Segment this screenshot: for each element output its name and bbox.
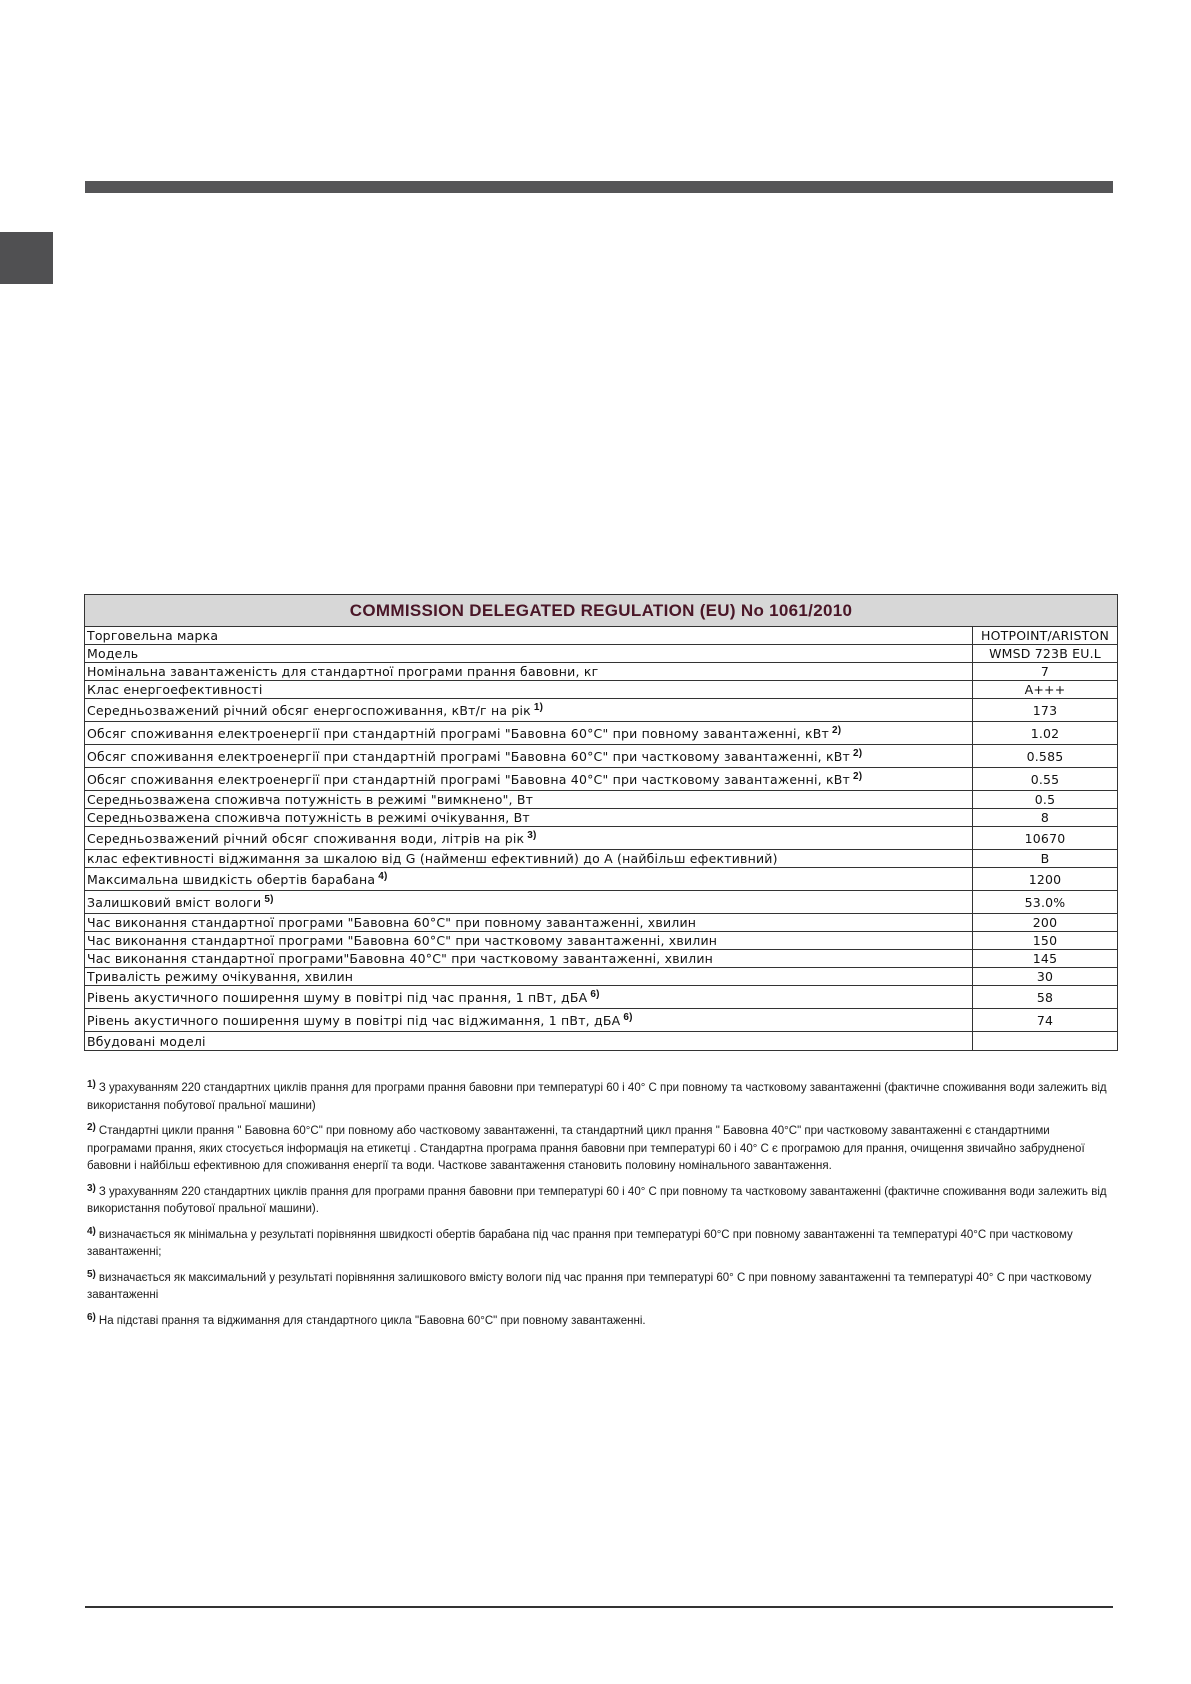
row-value: 8 [973,809,1118,827]
row-label-text: Номінальна завантаженість для стандартної програми прання бавовни, кг [87,664,599,679]
row-label-text: Торговельна марка [87,628,219,643]
footnote-text: На підставі прання та віджимання для стандартного цикла "Бавовна 60°C" при повному завантаженні. [98,1314,646,1327]
row-label [85,932,973,950]
table-row [85,1009,1118,1032]
footnote-text: З урахуванням 220 стандартних циклів прання для програми прання бавовни при температурі 60 і 40° С при повному та частковому завантаженні (фактичне споживання води залежить від використання побутової пральної машини). [87,1185,1107,1215]
table-row [85,699,1118,722]
footnote-mark: 3) [87,1182,96,1194]
table-row [85,768,1118,791]
row-label [85,645,973,663]
row-label [85,827,973,850]
footnote-ref: 1) [533,701,544,713]
footnote-ref: 6) [590,988,600,1000]
table-row [85,950,1118,968]
row-label [85,950,973,968]
row-label-text: Рівень акустичного поширення шуму в повітрі під час прання, 1 пВт, дБА [87,989,588,1005]
row-label [85,809,973,827]
table-row [85,663,1118,681]
row-label-text: Клас енергоефективності [87,682,263,697]
table-row [85,914,1118,932]
row-value: 1200 [973,868,1118,891]
table-row [85,627,1118,645]
row-value: 173 [973,699,1118,722]
row-label [85,986,973,1009]
footnote [87,1184,1117,1219]
row-value: 145 [973,950,1118,968]
row-label-text: Середньозважена споживча потужність в режимі очікування, Вт [87,810,530,825]
row-label-text: Вбудовані моделі [87,1033,206,1049]
footnote-mark: 5) [87,1268,96,1280]
table-row [85,1032,1118,1051]
table-row [85,645,1118,663]
row-label [85,1009,973,1032]
row-label [85,722,973,745]
footnote-ref: 4) [378,870,388,882]
row-label [85,663,973,681]
row-label [85,681,973,699]
footnote-ref: 2) [853,770,863,782]
table-title: COMMISSION DELEGATED REGULATION (EU) No 1061/2010 [85,595,1118,627]
footnote-ref: 5) [264,893,274,905]
row-label-text: Залишковий вміст вологи [87,894,262,910]
footnote-mark: 4) [87,1225,96,1237]
page-side-tab [0,232,53,284]
row-label [85,850,973,868]
row-value: A+++ [973,681,1118,699]
table-row [85,745,1118,768]
bottom-divider-line [85,1606,1113,1608]
footnote-text: визначається як мінімальна у результаті порівняння швидкості обертів барабана під час прання при температурі 60°C при повному завантаженні та температурі 40°C при частковому завантаженні; [87,1228,1073,1258]
row-label [85,627,973,645]
row-value: HOTPOINT/ARISTON [973,627,1118,645]
table-row [85,968,1118,986]
footnote [87,1227,1117,1262]
footnote [87,1313,1117,1331]
row-value: 10670 [973,827,1118,850]
footnote-text: Стандартні цикли прання " Бавовна 60°C" при повному або частковому завантаженні, та стандартний цикл прання " Бавовна 40°C" при частковому завантаженні є стандартними програмами прання, яких стосується інформація на етикетці . Стандартна програма прання бавовни при температурі 60 і 40° С є програмою для прання, очищення звичайно забрудненої бавовни і найбільш ефективною для споживання енергії та води. Часткове завантаження становить половину номінального завантаження. [87,1125,1085,1172]
footnote [87,1080,1117,1115]
footnote-ref: 6) [623,1011,633,1023]
row-label-text: Середньозважена споживча потужність в режимі "вимкнено", Вт [87,792,534,807]
row-label-text: Час виконання стандартної програми"Бавовна 40°C" при частковому завантаженні, хвилин [87,951,714,966]
row-label-text: Обсяг споживання електроенергії при стандартній програмі "Бавовна 60°C" при частковому завантаженні, кВт [87,748,850,764]
row-value: WMSD 723B EU.L [973,645,1118,663]
row-label-text: Час виконання стандартної програми "Бавовна 60°C" при повному завантаженні, хвилин [87,915,697,930]
table-row [85,891,1118,914]
row-label [85,891,973,914]
footnote-ref: 2) [832,724,842,736]
table-row [85,932,1118,950]
table-row [85,986,1118,1009]
footnote-mark: 6) [87,1311,96,1323]
row-label-text: Час виконання стандартної програми "Бавовна 60°C" при частковому завантаженні, хвилин [87,933,718,948]
row-label [85,745,973,768]
spec-table [84,594,1118,1051]
row-value: 150 [973,932,1118,950]
table-row [85,850,1118,868]
row-value: 0.5 [973,791,1118,809]
table-row [85,809,1118,827]
table-row [85,681,1118,699]
footnote-text: визначається як максимальний у результаті порівняння залишкового вмісту вологи під час прання при температурі 60° С при повному завантаженні та температурі 40° С при частковому завантаженні [87,1271,1092,1301]
row-label-text: Обсяг споживання електроенергії при стандартній програмі "Бавовна 40°C" при частковому завантаженні, кВт [87,771,850,787]
table-row [85,722,1118,745]
footnote-ref: 2) [853,747,863,759]
row-value [973,1032,1118,1051]
row-label-text: Модель [87,646,139,661]
row-value: 200 [973,914,1118,932]
footnote-mark: 1) [87,1079,96,1090]
row-value: B [973,850,1118,868]
footnotes [87,1080,1117,1338]
row-value: 0.585 [973,745,1118,768]
top-divider-bar [85,181,1113,193]
row-value: 0.55 [973,768,1118,791]
footnote [87,1270,1117,1305]
row-label [85,768,973,791]
row-label-text: Середньозважений річний обсяг споживання води, літрів на рік [87,830,525,846]
row-value: 58 [973,986,1118,1009]
row-value: 1.02 [973,722,1118,745]
footnote [87,1123,1117,1176]
row-label [85,791,973,809]
row-label-text: Середньозважений річний обсяг енергоспоживання, кВт/г на рік [87,702,531,718]
row-label-text: Тривалість режиму очікування, хвилин [87,969,354,984]
table-header-row [85,595,1118,627]
footnote-text: З урахуванням 220 стандартних циклів прання для програми прання бавовни при температурі 60 і 40° С при повному та частковому завантаженні (фактичне споживання води залежить від використання побутової пральної машини) [87,1082,1107,1112]
row-label [85,699,973,722]
row-label-text: Рівень акустичного поширення шуму в повітрі під час віджимання, 1 пВт, дБА [87,1012,621,1028]
row-label-text: клас ефективності віджимання за шкалою від G (найменш ефективний) до A (найбільш ефективний) [87,851,778,866]
footnote-ref: 3) [527,829,537,841]
footnote-mark: 2) [87,1122,96,1133]
table-row [85,827,1118,850]
row-value: 74 [973,1009,1118,1032]
row-value: 30 [973,968,1118,986]
row-label [85,1032,973,1051]
row-value: 7 [973,663,1118,681]
row-value: 53.0% [973,891,1118,914]
table-row [85,791,1118,809]
row-label [85,868,973,891]
table-row [85,868,1118,891]
row-label [85,914,973,932]
row-label-text: Обсяг споживання електроенергії при стандартній програмі "Бавовна 60°C" при повному завантаженні, кВт [87,725,829,741]
row-label [85,968,973,986]
row-label-text: Максимальна швидкість обертів барабана [87,871,376,887]
